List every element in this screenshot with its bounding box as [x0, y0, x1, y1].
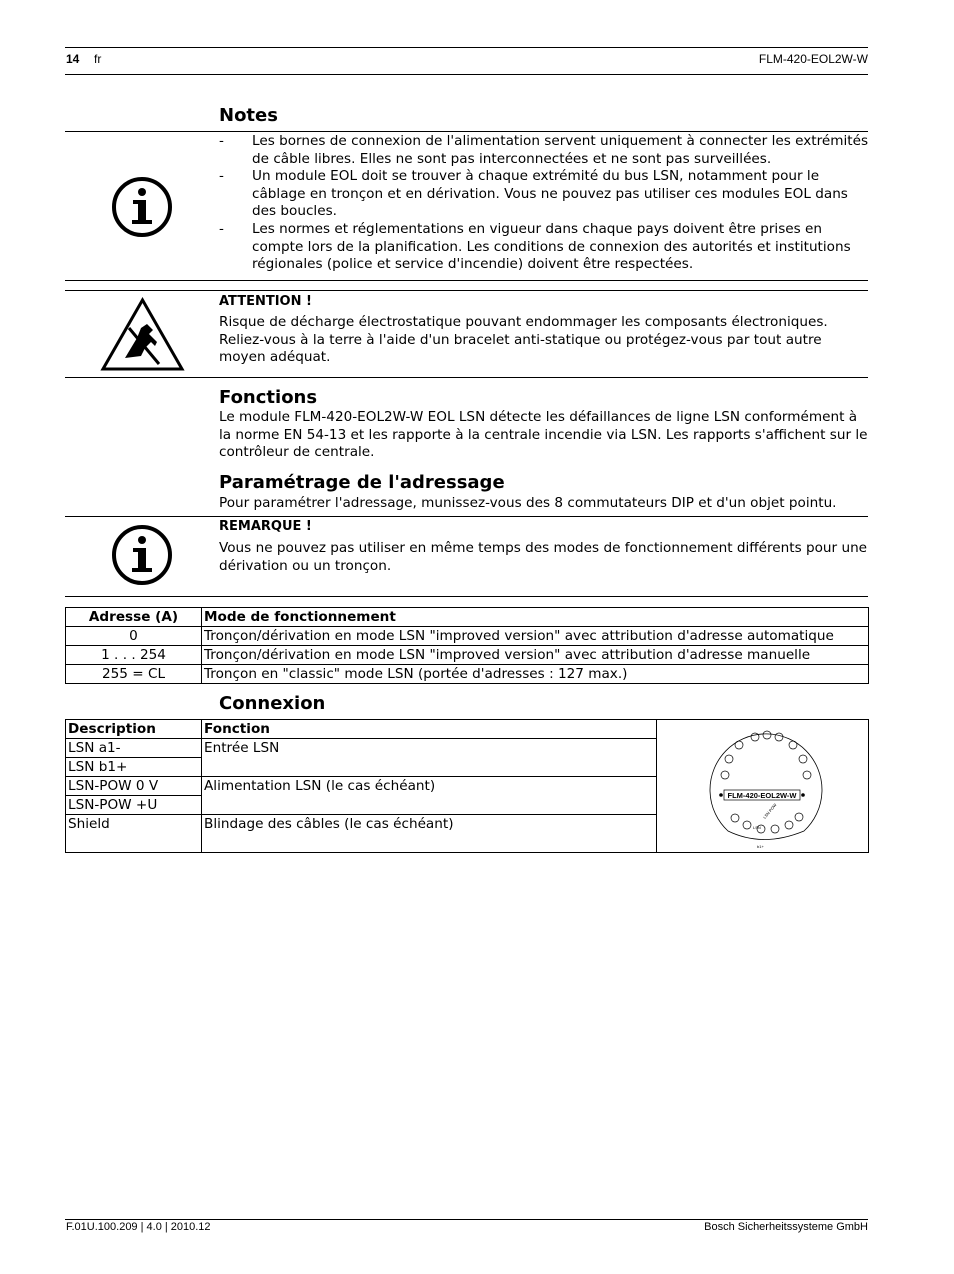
attention-rule-bottom [65, 377, 868, 378]
notes-heading: Notes [219, 105, 278, 126]
diagram-lsn-pow-label: LSN POW [761, 801, 778, 820]
notes-rule-top [65, 131, 868, 132]
remarque-rule-bottom [65, 596, 868, 597]
description-cell: Shield [66, 815, 202, 853]
address-cell: 255 = CL [66, 665, 202, 684]
footer-doc-ref: F.01U.100.209 | 4.0 | 2010.12 [66, 1221, 211, 1233]
adressage-text: Pour paramétrer l'adressage, munissez-vous des 8 commutateurs DIP et d'un objet pointu. [219, 495, 837, 511]
fonction-cell: Alimentation LSN (le cas échéant) [202, 777, 657, 815]
connexion-heading: Connexion [219, 693, 326, 714]
doc-title: FLM-420-EOL2W-W [758, 52, 868, 66]
attention-text: Risque de décharge électrostatique pouvant endommager les composants électroniques. Reliez-vous à la terre à l'aide d'un bracelet anti-statique ou protégez-vous par tout autre moyen adéquat. [219, 314, 828, 366]
col-header-description: Description [66, 720, 202, 739]
remarque-label: REMARQUE ! [219, 519, 312, 534]
description-cell: LSN b1+ [66, 758, 202, 777]
info-icon [111, 524, 173, 586]
note-item: - Un module EOL doit se trouver à chaque extrémité du bus LSN, notamment pour le câblage en tronçon et en dérivation. Vous ne pouvez pas utiliser ces modules EOL dans des boucles. [219, 168, 848, 220]
table-row [66, 665, 869, 684]
description-cell: LSN-POW 0 V [66, 777, 202, 796]
col-header-address: Adresse (A) [66, 608, 202, 627]
note-item: - Les bornes de connexion de l'alimentation servent uniquement à connecter les extrémités de câble libres. Elles ne sont pas interconnectées et ne sont pas surveillées. [219, 133, 869, 167]
connexion-table [65, 719, 869, 853]
description-cell: LSN a1- [66, 739, 202, 758]
language-code: fr [94, 52, 102, 66]
module-diagram [703, 723, 823, 849]
fonctions-heading: Fonctions [219, 387, 318, 408]
fonction-cell: Blindage des câbles (le cas échéant) [202, 815, 657, 853]
table-header-row [66, 720, 869, 739]
table-row [66, 646, 869, 665]
address-cell: 0 [66, 627, 202, 646]
adressage-heading: Paramétrage de l'adressage [219, 472, 505, 493]
fonctions-text: Le module FLM-420-EOL2W-W EOL LSN détecte les défaillances de ligne LSN conformément à la norme EN 54-13 et les rapporte à la centrale incendie via LSN. Les rapports s'affichent sur le contrôleur de centrale. [219, 409, 868, 461]
diagram-label: FLM-420-EOL2W-W [726, 790, 797, 800]
remarque-text: Vous ne pouvez pas utiliser en même temps des modes de fonctionnement différents pour une dérivation ou un tronçon. [219, 540, 868, 574]
fonction-cell: Entrée LSN [202, 739, 657, 777]
mode-cell: Tronçon en "classic" mode LSN (portée d'adresses : 127 max.) [202, 665, 869, 684]
header-rule-bottom [65, 74, 868, 75]
diagram-b1-label: b1+ [756, 843, 764, 849]
info-icon [111, 176, 173, 238]
table-header-row [66, 608, 869, 627]
address-table [65, 607, 869, 684]
page-number: 14 [66, 52, 80, 66]
footer-company: Bosch Sicherheitssysteme GmbH [704, 1221, 868, 1233]
header-rule-top [65, 47, 868, 48]
notes-list [219, 133, 869, 274]
remarque-rule-top [65, 516, 868, 517]
attention-rule-top [65, 290, 868, 291]
mode-cell: Tronçon/dérivation en mode LSN "improved version" avec attribution d'adresse manuelle [202, 646, 869, 665]
esd-warning-icon [101, 298, 184, 371]
address-cell: 1 . . . 254 [66, 646, 202, 665]
table-row [66, 627, 869, 646]
footer-rule [65, 1219, 868, 1220]
col-header-fonction: Fonction [202, 720, 657, 739]
mode-cell: Tronçon/dérivation en mode LSN "improved version" avec attribution d'adresse automatique [202, 627, 869, 646]
module-diagram-cell [657, 720, 869, 853]
diagram-lsn-label: LSN [752, 824, 761, 830]
description-cell: LSN-POW +U [66, 796, 202, 815]
notes-rule-bottom [65, 280, 868, 281]
attention-label: ATTENTION ! [219, 294, 312, 309]
col-header-mode: Mode de fonctionnement [202, 608, 869, 627]
note-item: - Les normes et réglementations en vigueur dans chaque pays doivent être prises en compte lors de la planification. Les conditions de connexion des autorités et institutions régionales (police et service d'incendie) doivent être respectées. [219, 220, 851, 273]
